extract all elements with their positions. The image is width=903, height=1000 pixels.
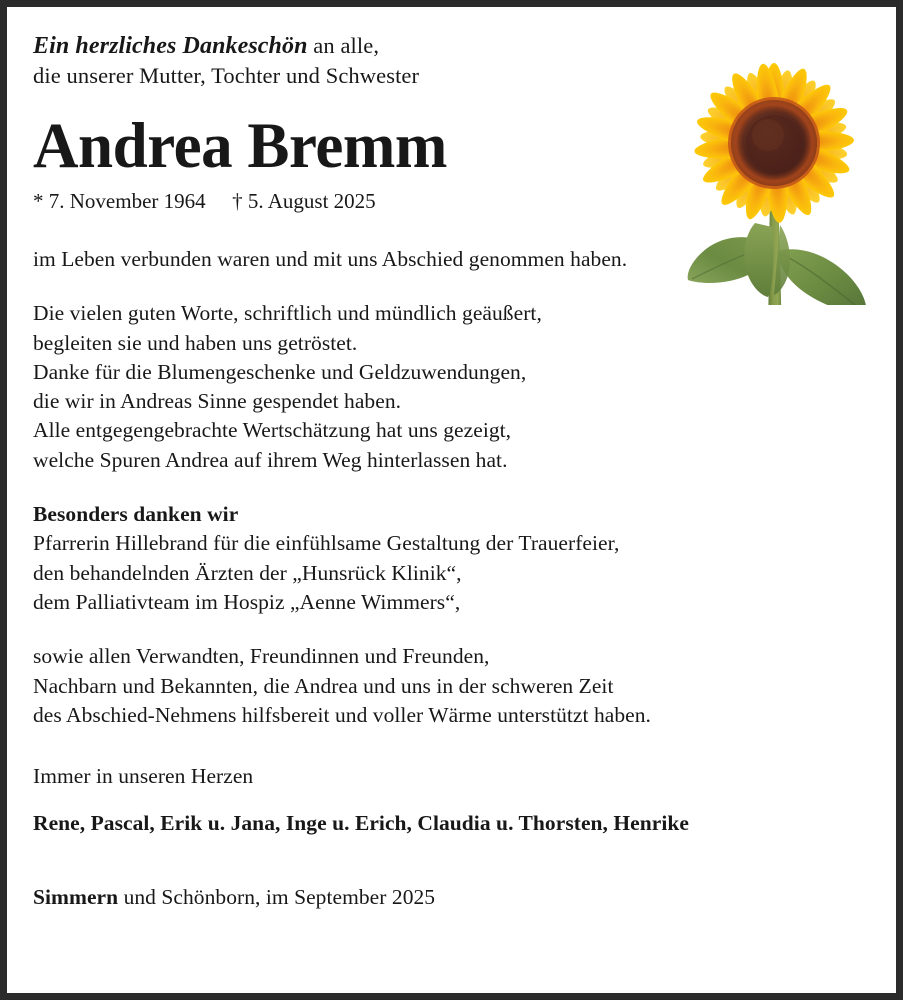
intro-lead-rest: an alle, (307, 33, 380, 58)
death-symbol: † (232, 189, 243, 213)
paragraph-1-line-1: im Leben verbunden waren und mit uns Abschied genommen haben. (33, 247, 628, 271)
paragraph-4-line-2: Nachbarn und Bekannten, die Andrea und uns in der schweren Zeit (33, 673, 614, 698)
body-text (33, 245, 863, 912)
birth-symbol: * (33, 189, 44, 213)
notice-page (7, 7, 896, 993)
paragraph-2 (33, 299, 863, 475)
paragraph-2-line-2: begleiten sie und haben uns getröstet. (33, 330, 358, 355)
paragraph-3-line-2: den behandelnden Ärzten der „Hunsrück Klinik“, (33, 560, 462, 585)
death-date: 5. August 2025 (247, 189, 376, 213)
paragraph-4 (33, 642, 863, 730)
paragraph-3-line-1: Pfarrerin Hillebrand für die einfühlsame Gestaltung der Trauerfeier, (33, 531, 620, 556)
special-thanks-heading: Besonders danken wir (33, 502, 239, 527)
birth-date: 7. November 1964 (48, 189, 206, 213)
place-rest: und Schönborn, im September 2025 (118, 884, 436, 909)
place-and-date (33, 883, 863, 912)
paragraph-4-line-3: des Abschied-Nehmens hilfsbereit und voller Wärme unterstützt haben. (33, 702, 651, 727)
paragraph-2-line-1: Die vielen guten Worte, schriftlich und mündlich geäußert, (33, 301, 542, 326)
life-dates (33, 188, 863, 214)
intro-lead: Ein herzliches Dankeschön (33, 33, 308, 59)
paragraph-1 (33, 245, 863, 274)
intro-line-2: die unserer Mutter, Tochter und Schwester (33, 63, 420, 88)
paragraph-3-line-3: dem Palliativteam im Hospiz „Aenne Wimmers“, (33, 589, 461, 614)
notice-content (33, 31, 863, 912)
paragraph-2-line-5: Alle entgegengebrachte Wertschätzung hat uns gezeigt, (33, 418, 512, 443)
paragraph-4-line-1: sowie allen Verwandten, Freundinnen und Freunden, (33, 644, 490, 669)
place-primary: Simmern (33, 884, 119, 909)
paragraph-3 (33, 500, 863, 617)
paragraph-2-line-4: die wir in Andreas Sinne gespendet haben. (33, 389, 402, 414)
closing-line: Immer in unseren Herzen (33, 764, 254, 789)
closing-block (33, 762, 863, 839)
family-signature: Rene, Pascal, Erik u. Jana, Inge u. Erich, Claudia u. Thorsten, Henrike (33, 811, 689, 836)
intro-block (33, 31, 863, 91)
deceased-name: Andrea Bremm (33, 110, 447, 182)
paragraph-2-line-3: Danke für die Blumengeschenke und Geldzuwendungen, (33, 359, 527, 384)
paragraph-2-line-6: welche Spuren Andrea auf ihrem Weg hinterlassen hat. (33, 447, 508, 472)
